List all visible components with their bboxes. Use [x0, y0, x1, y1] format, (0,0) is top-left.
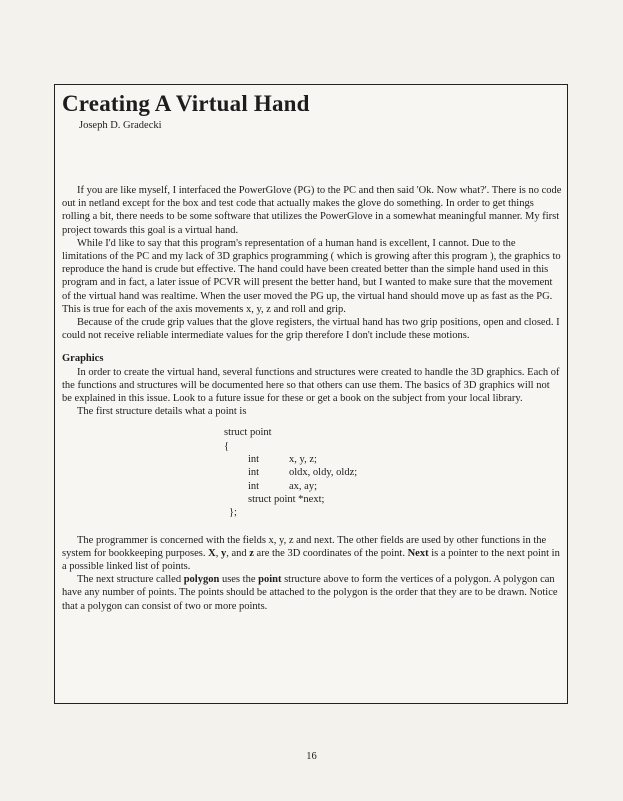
intro-paragraph-3: Because of the crude grip values that the glove registers, the virtual hand has two grip positions, open and closed. I could not receive reliable intermediate values for the grip therefore I don't include these motions. — [62, 317, 560, 342]
code-field-row — [248, 466, 562, 479]
polygon-intro-text: The next structure called — [77, 574, 184, 586]
coordinates-text: are the 3D coordinates of the point. — [253, 547, 408, 559]
code-field-row — [248, 453, 562, 466]
bold-x: X — [208, 547, 216, 559]
polygon-paragraph — [62, 573, 562, 613]
code-field-names: ax, ay; — [289, 480, 317, 492]
article-author: Joseph D. Gradecki — [79, 120, 162, 131]
separator-text: , — [215, 547, 221, 559]
title-spacer — [62, 132, 562, 184]
bold-next: Next — [407, 547, 429, 559]
code-field-names: oldx, oldy, oldz; — [289, 467, 358, 479]
code-close-brace: }; — [229, 507, 237, 519]
code-field-type: int — [248, 467, 260, 479]
next-pointer-text: is a pointer to the next point in a possible linked list of points. — [62, 547, 560, 572]
page-number: 16 — [306, 751, 317, 762]
polygon-uses-text: uses the — [219, 574, 259, 586]
article-title: Creating A Virtual Hand — [62, 91, 310, 116]
struct-point-code-block — [224, 426, 562, 519]
intro-paragraph-1: If you are like myself, I interfaced the PowerGlove (PG) to the PC and then said 'Ok. Now what?'. There is no code out in netland except for the box and test code that actually makes the glove do something. In order to get things rolling a bit, there needs to be some software that utilizes the PowerGlove in a somewhat meaningful manner. My first project towards this goal is a virtual hand. — [62, 185, 562, 236]
fields-text: The programmer is concerned with the fields x, y, z and next. The other fields are used by other functions in the system for bookkeeping purposes. — [62, 534, 547, 559]
graphics-paragraph-2: The first structure details what a point is — [77, 406, 247, 418]
code-open-brace: { — [224, 440, 230, 452]
section-gap — [62, 342, 562, 352]
code-field-type: int — [248, 454, 260, 466]
bold-polygon: polygon — [183, 574, 220, 586]
code-field-type: int — [248, 480, 260, 492]
code-field-names: x, y, z; — [289, 454, 317, 466]
fields-explanation-paragraph — [62, 534, 562, 574]
bold-y: y — [220, 547, 227, 559]
intro-paragraph-2: While I'd like to say that this program's representation of a human hand is excellent, I cannot. Due to the limitations of the PC and my lack of 3D graphics programming ( which is growing after this program ), the graphics to reproduce the hand is crude but effective. The hand could have been created better than the simple hand used in this program and in fact, a later issue of PCVR will present the better hand, but I wanted to make sure that the movement of the virtual hand was realtime. When the user moved the PG up, the virtual hand should move up as fast as the PG. This is true for each of the axis movements x, y, z and roll and grip. — [62, 237, 561, 315]
article-content — [62, 92, 562, 613]
code-struct-header: struct point — [224, 427, 272, 439]
graphics-heading: Graphics — [62, 353, 104, 365]
separator-text: , and — [226, 547, 250, 559]
code-field-row — [248, 480, 562, 493]
code-pointer-field: struct point *next; — [248, 493, 325, 505]
bold-point: point — [258, 574, 282, 586]
polygon-description-text: structure above to form the vertices of a polygon. A polygon can have any number of points. The points should be attached to the polygon is the order that they are to be drawn. Notice that a polygon can consist of two or more points. — [62, 574, 558, 612]
graphics-paragraph-1: In order to create the virtual hand, several functions and structures were created to handle the 3D graphics. Each of the functions and structures will be documented here so that others can use them. The basics of 3D graphics will not be explained in this issue. Look to a future issue for these or get a book on the subject from your local library. — [62, 366, 560, 405]
bold-z: z — [249, 547, 254, 559]
